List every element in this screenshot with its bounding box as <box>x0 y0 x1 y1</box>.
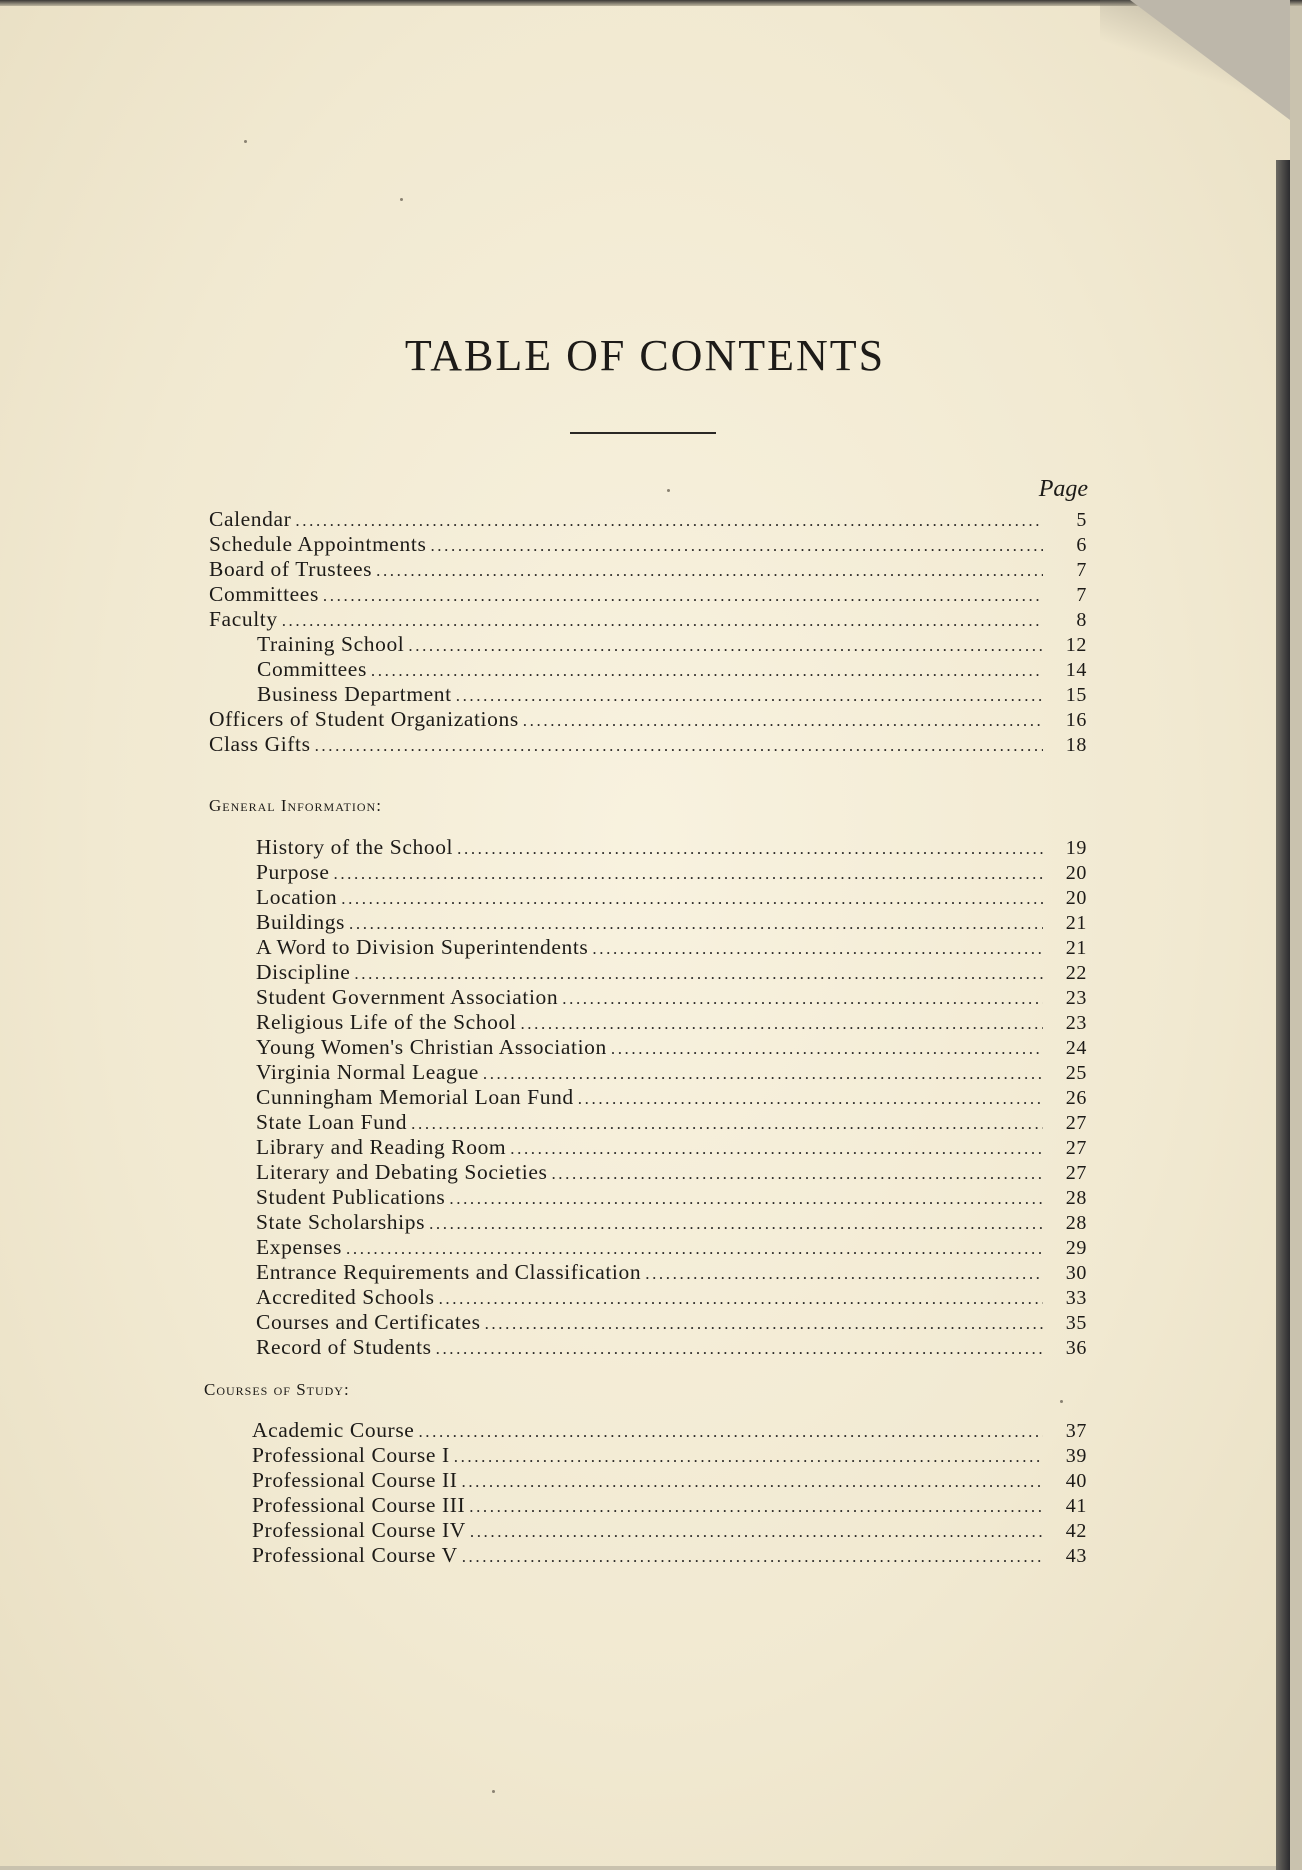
toc-entry-page-number: 37 <box>1065 1420 1087 1442</box>
toc-entry <box>256 1185 1087 1210</box>
toc-entry-page-number: 39 <box>1065 1445 1087 1467</box>
paper-speck <box>492 1790 495 1793</box>
dot-leader <box>461 1469 1043 1494</box>
toc-entry-label: Academic Course <box>252 1418 415 1442</box>
dot-leader <box>408 633 1043 658</box>
toc-entry <box>256 1035 1087 1060</box>
toc-entry-label: Professional Course I <box>252 1443 450 1467</box>
dot-leader <box>462 1544 1043 1569</box>
toc-entry-page-number: 23 <box>1065 1012 1087 1034</box>
toc-entry-label: Courses and Certificates <box>256 1310 481 1334</box>
toc-entry-page-number: 7 <box>1076 584 1087 606</box>
toc-entry-label: Student Government Association <box>256 985 559 1009</box>
toc-entry-page-number: 35 <box>1065 1312 1087 1334</box>
toc-entry-label: Calendar <box>209 507 292 531</box>
toc-entry <box>256 1060 1087 1085</box>
toc-entry <box>256 860 1087 885</box>
paper-speck <box>667 489 670 492</box>
toc-entry <box>256 910 1087 935</box>
toc-entry-page-number: 36 <box>1065 1337 1087 1359</box>
toc-entry-label: Purpose <box>256 860 330 884</box>
dot-leader <box>454 1444 1043 1469</box>
dot-leader <box>295 508 1043 533</box>
toc-entry-page-number: 21 <box>1065 912 1087 934</box>
toc-entry <box>252 1518 1087 1543</box>
toc-entry <box>209 707 1087 732</box>
toc-entry-label: Business Department <box>257 682 452 706</box>
toc-entry <box>256 1010 1087 1035</box>
paper-speck <box>400 198 403 201</box>
toc-entry <box>256 1210 1087 1235</box>
toc-entry-label: Library and Reading Room <box>256 1135 507 1159</box>
toc-entry <box>209 557 1087 582</box>
dot-leader <box>282 608 1043 633</box>
toc-entry-label: Faculty <box>209 607 278 631</box>
toc-entry-page-number: 43 <box>1065 1545 1087 1567</box>
dot-leader <box>470 1519 1043 1544</box>
toc-entry <box>256 1310 1087 1335</box>
toc-entry <box>252 1418 1087 1443</box>
toc-entry <box>209 532 1087 557</box>
toc-entry-label: Buildings <box>256 910 346 934</box>
toc-entry <box>209 682 1087 707</box>
toc-entry-label: Cunningham Memorial Loan Fund <box>256 1085 574 1109</box>
toc-entry-page-number: 25 <box>1065 1062 1087 1084</box>
toc-entry-label: Accredited Schools <box>256 1285 435 1309</box>
toc-entry-page-number: 7 <box>1076 559 1087 581</box>
paper-speck <box>244 140 247 143</box>
toc-entry <box>209 507 1087 532</box>
toc-entry-page-number: 41 <box>1065 1495 1087 1517</box>
toc-entry <box>256 1285 1087 1310</box>
toc-entry-label: Schedule Appointments <box>209 532 427 556</box>
dot-leader <box>315 733 1043 758</box>
toc-entry-label: Professional Course IV <box>252 1518 466 1542</box>
title-rule <box>570 432 716 434</box>
dot-leader <box>457 836 1043 861</box>
toc-entry-label: Class Gifts <box>209 732 311 756</box>
dot-leader <box>341 886 1043 911</box>
toc-entry <box>209 632 1087 657</box>
toc-entry-label: Discipline <box>256 960 351 984</box>
dot-leader <box>483 1061 1043 1086</box>
dot-leader <box>429 1211 1043 1236</box>
toc-entry <box>256 1085 1087 1110</box>
toc-entry-label: History of the School <box>256 835 454 859</box>
toc-entry-label: A Word to Division Superintendents <box>256 935 589 959</box>
dot-leader <box>562 986 1043 1011</box>
toc-entry-page-number: 28 <box>1065 1187 1087 1209</box>
dot-leader <box>418 1419 1043 1444</box>
toc-entry-label: Professional Course II <box>252 1468 458 1492</box>
toc-entry-page-number: 21 <box>1065 937 1087 959</box>
toc-entry-label: Virginia Normal League <box>256 1060 479 1084</box>
toc-entry <box>256 1160 1087 1185</box>
toc-entry-label: Entrance Requirements and Classification <box>256 1260 642 1284</box>
toc-entry-page-number: 16 <box>1065 709 1087 731</box>
toc-entry <box>252 1443 1087 1468</box>
toc-entry <box>256 960 1087 985</box>
toc-entry <box>256 935 1087 960</box>
toc-entry <box>256 1260 1087 1285</box>
dot-leader <box>551 1161 1043 1186</box>
toc-entry <box>256 1110 1087 1135</box>
dot-leader <box>411 1111 1043 1136</box>
dot-leader <box>376 558 1043 583</box>
dot-leader <box>485 1311 1043 1336</box>
dot-leader <box>449 1186 1043 1211</box>
toc-main-list <box>209 507 1087 757</box>
toc-entry-label: Officers of Student Organizations <box>209 707 519 731</box>
toc-entry-page-number: 6 <box>1076 534 1087 556</box>
toc-entry-page-number: 8 <box>1076 609 1087 631</box>
dot-leader <box>469 1494 1043 1519</box>
toc-entry-label: State Scholarships <box>256 1210 426 1234</box>
dot-leader <box>520 1011 1043 1036</box>
dot-leader <box>349 911 1043 936</box>
toc-entry-label: Training School <box>257 632 405 656</box>
toc-entry-label: Student Publications <box>256 1185 446 1209</box>
toc-entry-page-number: 20 <box>1065 862 1087 884</box>
dot-leader <box>371 658 1043 683</box>
section-heading-text: General Information: <box>209 796 382 815</box>
toc-entry <box>256 1235 1087 1260</box>
toc-entry-label: State Loan Fund <box>256 1110 408 1134</box>
toc-entry-page-number: 23 <box>1065 987 1087 1009</box>
dot-leader <box>346 1236 1043 1261</box>
dot-leader <box>510 1136 1043 1161</box>
toc-entry-page-number: 33 <box>1065 1287 1087 1309</box>
toc-entry-label: Professional Course III <box>252 1493 466 1517</box>
toc-entry-label: Religious Life of the School <box>256 1010 517 1034</box>
toc-entry-label: Professional Course V <box>252 1543 458 1567</box>
toc-entry-page-number: 15 <box>1065 684 1087 706</box>
dot-leader <box>645 1261 1043 1286</box>
toc-entry-page-number: 20 <box>1065 887 1087 909</box>
dot-leader <box>323 583 1043 608</box>
page-title: TABLE OF CONTENTS <box>404 331 886 380</box>
dot-leader <box>578 1086 1043 1111</box>
section-heading-general-information <box>209 796 382 816</box>
toc-entry-label: Expenses <box>256 1235 343 1259</box>
dot-leader <box>439 1286 1043 1311</box>
section-heading-courses-of-study <box>204 1380 350 1400</box>
toc-entry-label: Committees <box>257 657 367 681</box>
toc-entry <box>252 1543 1087 1568</box>
toc-entry-page-number: 40 <box>1065 1470 1087 1492</box>
toc-entry-page-number: 18 <box>1065 734 1087 756</box>
toc-entry-page-number: 24 <box>1065 1037 1087 1059</box>
toc-entry-label: Board of Trustees <box>209 557 373 581</box>
page-column-heading: Page <box>1038 476 1088 502</box>
toc-entry <box>256 885 1087 910</box>
toc-entry <box>256 1335 1087 1360</box>
paper-speck <box>1060 1400 1063 1403</box>
section-heading-text: Courses of Study: <box>204 1380 350 1399</box>
toc-entry <box>209 607 1087 632</box>
toc-entry <box>256 835 1087 860</box>
toc-entry-page-number: 19 <box>1065 837 1087 859</box>
toc-entry-page-number: 42 <box>1065 1520 1087 1542</box>
toc-entry <box>209 732 1087 757</box>
dot-leader <box>430 533 1043 558</box>
dot-leader <box>333 861 1043 886</box>
toc-entry-page-number: 27 <box>1065 1112 1087 1134</box>
toc-entry <box>256 1135 1087 1160</box>
toc-entry-page-number: 22 <box>1065 962 1087 984</box>
toc-entry-label: Record of Students <box>256 1335 432 1359</box>
toc-entry-label: Literary and Debating Societies <box>256 1160 548 1184</box>
dot-leader <box>354 961 1043 986</box>
dot-leader <box>611 1036 1043 1061</box>
dot-leader <box>592 936 1043 961</box>
toc-entry <box>252 1493 1087 1518</box>
page-right-edge <box>1276 160 1290 1870</box>
toc-general-information-list <box>256 835 1087 1360</box>
toc-entry-page-number: 28 <box>1065 1212 1087 1234</box>
toc-entry-page-number: 12 <box>1065 634 1087 656</box>
folded-corner <box>1130 0 1290 120</box>
toc-entry-page-number: 26 <box>1065 1087 1087 1109</box>
toc-entry-page-number: 27 <box>1065 1162 1087 1184</box>
toc-entry <box>252 1468 1087 1493</box>
toc-entry-label: Committees <box>209 582 319 606</box>
dot-leader <box>523 708 1043 733</box>
toc-entry-page-number: 27 <box>1065 1137 1087 1159</box>
dot-leader <box>456 683 1043 708</box>
dot-leader <box>436 1336 1043 1361</box>
toc-entry-label: Young Women's Christian Association <box>256 1035 607 1059</box>
toc-entry-page-number: 29 <box>1065 1237 1087 1259</box>
toc-entry <box>209 657 1087 682</box>
toc-entry <box>256 985 1087 1010</box>
toc-entry-page-number: 14 <box>1065 659 1087 681</box>
toc-entry-page-number: 5 <box>1076 509 1087 531</box>
toc-entry-label: Location <box>256 885 338 909</box>
toc-entry-page-number: 30 <box>1065 1262 1087 1284</box>
toc-courses-of-study-list <box>252 1418 1087 1568</box>
toc-entry <box>209 582 1087 607</box>
